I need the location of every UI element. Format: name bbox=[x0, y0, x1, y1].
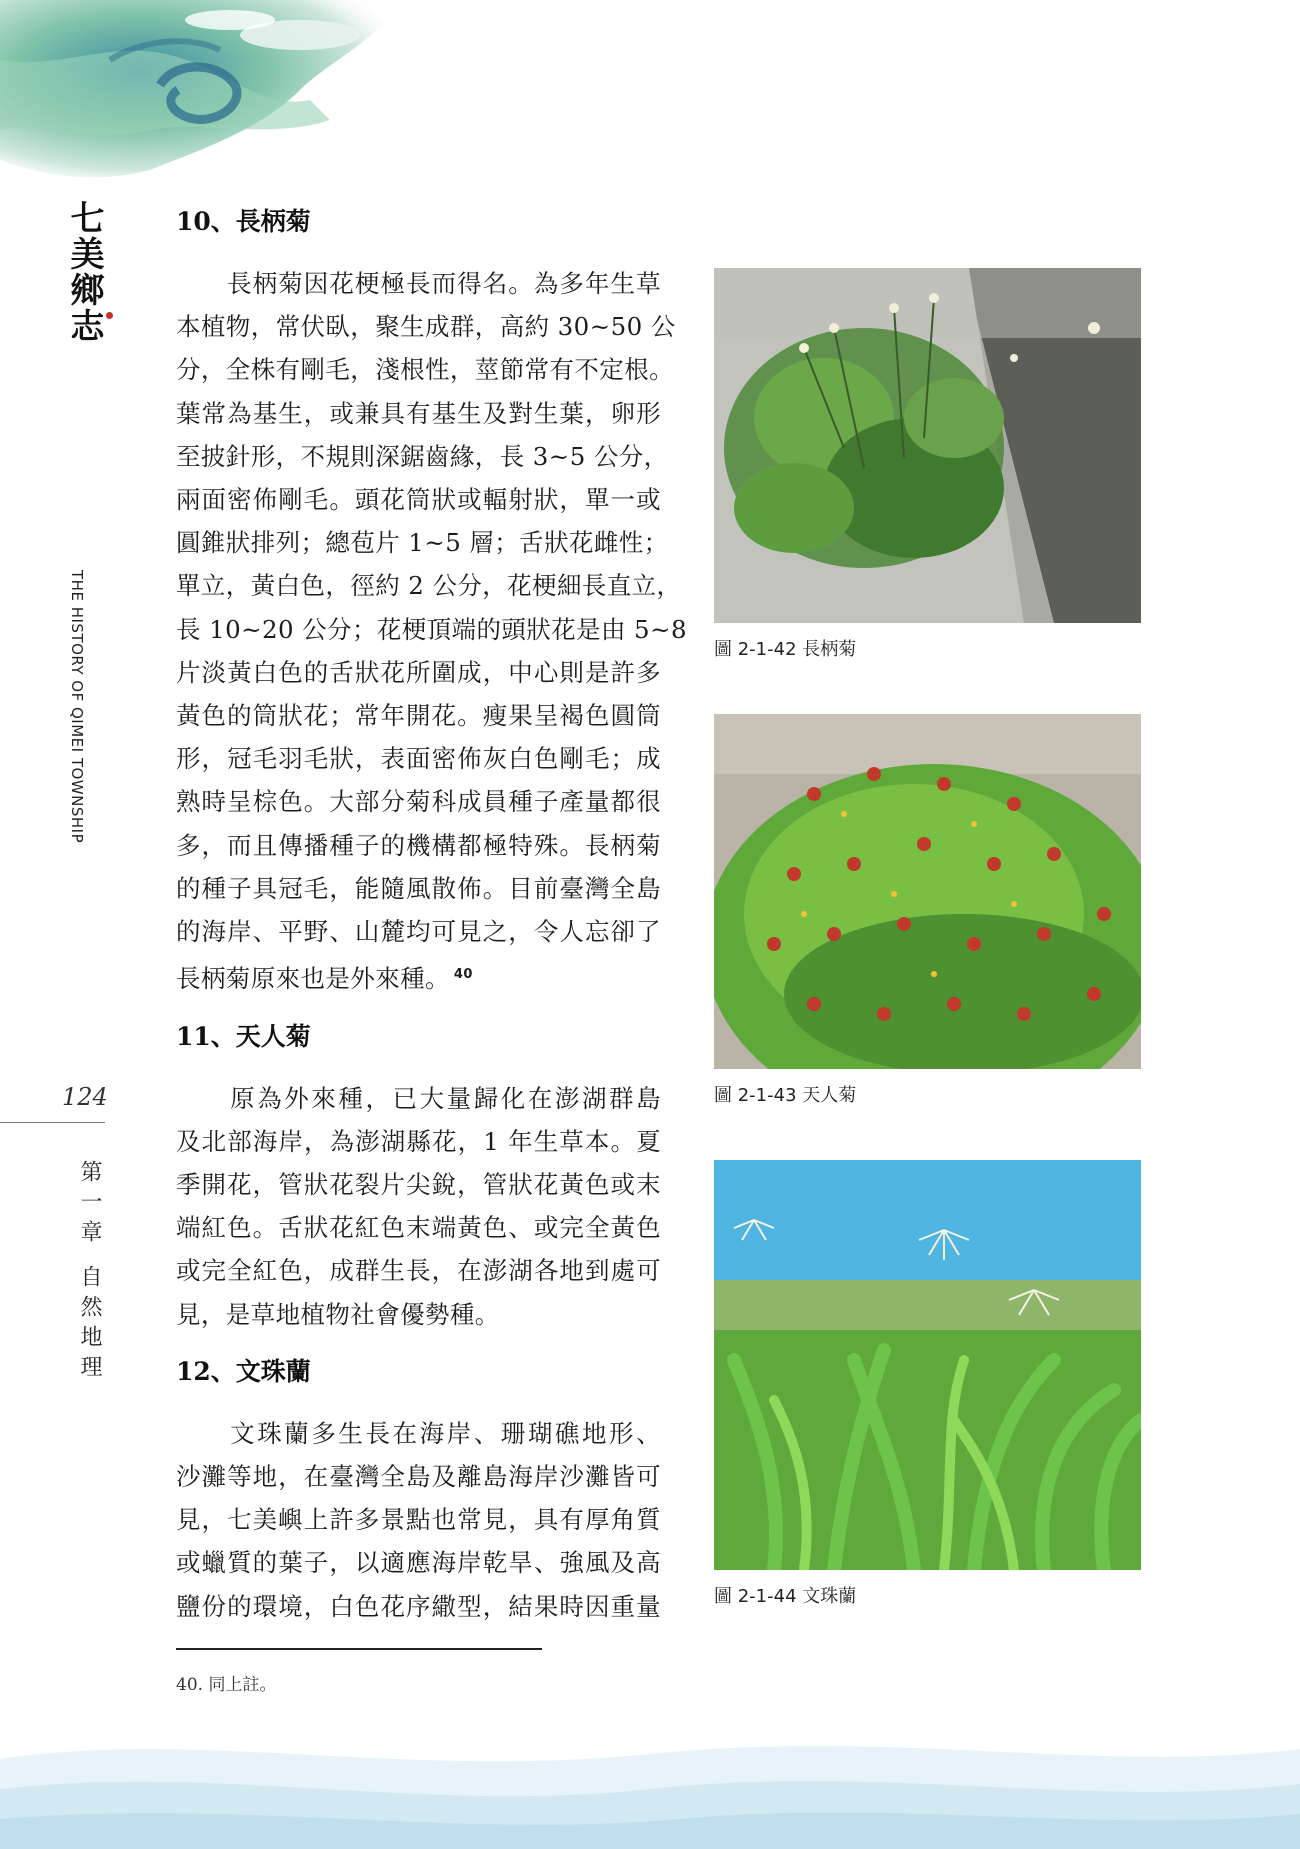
text-line: 沙灘等地，在臺灣全島及離島海岸沙灘皆可 bbox=[176, 1462, 661, 1492]
figure-crinum bbox=[714, 1160, 1141, 1608]
text-line: 見，七美嶼上許多景點也常見，具有厚角質 bbox=[176, 1505, 661, 1535]
text-line: 黃色的筒狀花；常年開花。瘦果呈褐色圓筒 bbox=[176, 701, 661, 731]
text-line: 見，是草地植物社會優勢種。 bbox=[176, 1299, 500, 1329]
text-line: 熟時呈棕色。大部分菊科成員種子產量都很 bbox=[176, 787, 661, 817]
text-line-content: 長柄菊原來也是外來種。 bbox=[176, 964, 450, 994]
book-title-cn: 七美鄉志 bbox=[64, 200, 104, 344]
footnote-divider bbox=[176, 1648, 542, 1650]
text-line: 或蠟質的葉子，以適應海岸乾旱、強風及高 bbox=[176, 1548, 661, 1578]
text-line: 端紅色。舌狀花紅色末端黃色、或完全黃色 bbox=[176, 1213, 661, 1243]
title-red-dot bbox=[106, 312, 113, 319]
figure-caption: 圖 2-1-43 天人菊 bbox=[714, 1085, 857, 1106]
section-heading: 11、天人菊 bbox=[176, 1021, 311, 1051]
text-line: 原為外來種，已大量歸化在澎湖群島 bbox=[176, 1083, 661, 1113]
figure-tridax bbox=[714, 268, 1141, 661]
text-line: 的種子具冠毛，能隨風散佈。目前臺灣全島 bbox=[176, 873, 661, 903]
text-line: 及北部海岸，為澎湖縣花，1 年生草本。夏 bbox=[176, 1126, 661, 1156]
section-heading: 12、文珠蘭 bbox=[176, 1356, 311, 1386]
text-line: 分，全株有剛毛，淺根性，莖節常有不定根。 bbox=[176, 355, 674, 385]
text-line bbox=[176, 953, 661, 1000]
figure-gaillardia bbox=[714, 714, 1141, 1107]
side-divider bbox=[0, 1122, 105, 1123]
book-title-en: THE HISTORY OF QIMEI TOWNSHIP bbox=[68, 570, 86, 844]
main-text-column bbox=[176, 200, 687, 1628]
footer-wave-decoration bbox=[0, 1719, 1300, 1849]
text-line: 葉常為基生，或兼具有基生及對生葉，卵形 bbox=[176, 398, 661, 428]
book-title-block bbox=[62, 200, 108, 844]
text-line: 文珠蘭多生長在海岸、珊瑚礁地形、 bbox=[176, 1418, 661, 1448]
section-paragraph bbox=[176, 1412, 661, 1628]
text-line: 片淡黃白色的舌狀花所圍成，中心則是許多 bbox=[176, 657, 661, 687]
text-line: 的海岸、平野、山麓均可見之，令人忘卻了 bbox=[176, 917, 661, 947]
text-line: 形，冠毛羽毛狀，表面密佈灰白色剛毛；成 bbox=[176, 744, 661, 774]
header-watercolor-decoration bbox=[0, 0, 420, 190]
text-line: 或完全紅色，成群生長，在澎湖各地到處可 bbox=[176, 1256, 661, 1286]
photo-gaillardia bbox=[714, 714, 1141, 1069]
figure-caption: 圖 2-1-44 文珠蘭 bbox=[714, 1586, 857, 1607]
chapter-label: 第一章 自然地理 bbox=[77, 1160, 102, 1385]
text-line: 圓錐狀排列；總苞片 1~5 層；舌狀花雌性； bbox=[176, 528, 669, 558]
text-line: 單立，黃白色，徑約 2 公分，花梗細長直立， bbox=[176, 571, 682, 601]
section-heading: 10、長柄菊 bbox=[176, 207, 311, 236]
photo-crinum bbox=[714, 1160, 1141, 1570]
text-line: 鹽份的環境，白色花序繖型，結果時因重量 bbox=[176, 1591, 661, 1621]
section-paragraph bbox=[176, 262, 687, 1001]
text-line: 長柄菊因花梗極長而得名。為多年生草 bbox=[176, 269, 661, 298]
footnote: 40. 同上註。 bbox=[176, 1675, 277, 1695]
text-line: 兩面密佈剛毛。頭花筒狀或輻射狀，單一或 bbox=[176, 485, 661, 515]
text-line: 長 10~20 公分；花梗頂端的頭狀花是由 5~8 bbox=[176, 614, 687, 644]
photo-tridax bbox=[714, 268, 1141, 623]
figure-caption: 圖 2-1-42 長柄菊 bbox=[714, 639, 857, 660]
text-line: 本植物，常伏臥，聚生成群，高約 30~50 公 bbox=[176, 312, 676, 342]
text-line: 多，而且傳播種子的機構都極特殊。長柄菊 bbox=[176, 830, 661, 860]
text-line: 季開花，管狀花裂片尖銳，管狀花黃色或末 bbox=[176, 1170, 661, 1200]
footnote-ref: 40 bbox=[453, 967, 473, 983]
section-paragraph bbox=[176, 1077, 661, 1336]
page-number: 124 bbox=[62, 1083, 108, 1111]
text-line: 至披針形，不規則深鋸齒緣，長 3~5 公分， bbox=[176, 441, 669, 471]
